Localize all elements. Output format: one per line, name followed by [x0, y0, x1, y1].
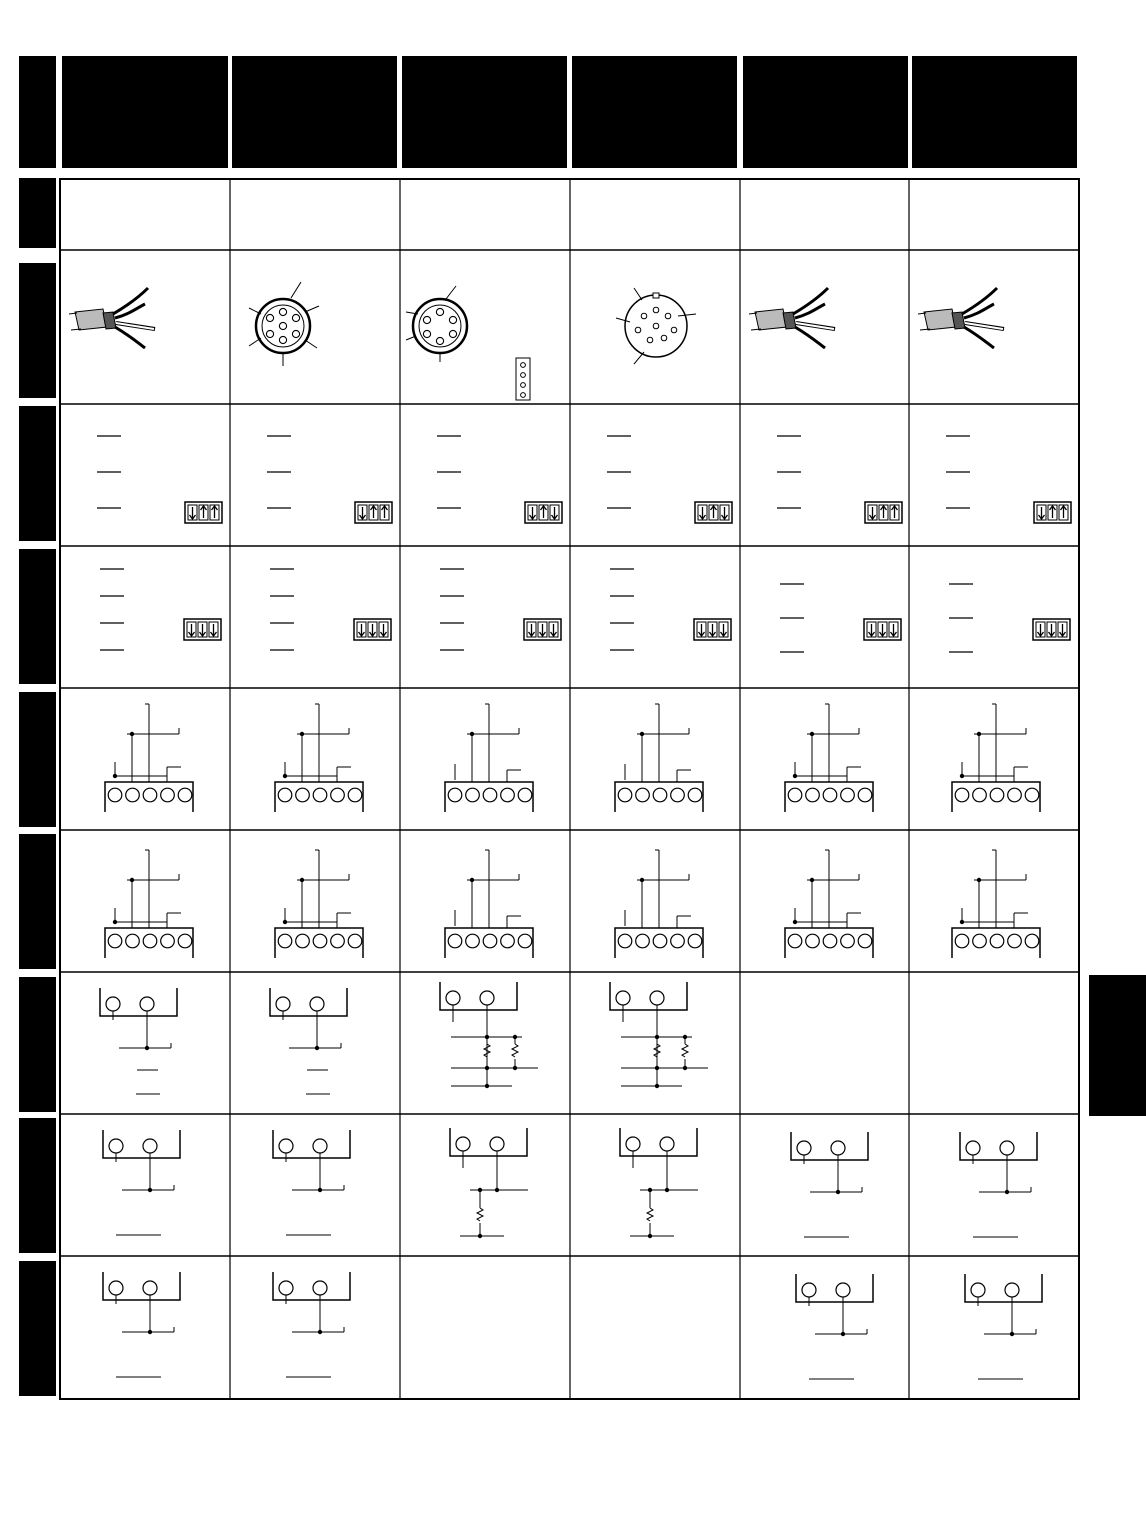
- value-lines: [777, 436, 801, 508]
- dip-switch-icon: [1033, 619, 1070, 640]
- terminal-block-5-pin-icon: [952, 850, 1040, 958]
- column-1-content: [69, 288, 222, 1377]
- terminal-block-5-pin-icon: [105, 704, 193, 812]
- dip-switch-icon: [865, 502, 902, 523]
- resistor-pulldown-icon: [450, 1128, 528, 1238]
- value-lines: [270, 569, 294, 650]
- dip-switch-icon: [354, 619, 391, 640]
- column-3-content: [406, 286, 562, 1238]
- value-lines: [946, 436, 970, 508]
- terminal-block-5-pin-icon: [445, 704, 533, 812]
- terminal-block-5-pin-icon: [445, 850, 533, 958]
- two-pin-output-icon: [796, 1274, 873, 1379]
- terminal-block-5-pin-icon: [275, 704, 363, 812]
- two-pin-output-icon: [103, 1130, 180, 1235]
- value-lines: [97, 436, 121, 508]
- cable-3-wire-icon: [69, 288, 155, 348]
- round-7-pin-connector-icon: [249, 282, 319, 366]
- value-lines: [949, 584, 973, 652]
- dip-switch-icon: [185, 502, 222, 523]
- two-pin-output-icon: [103, 1272, 180, 1377]
- value-lines: [607, 436, 631, 508]
- value-lines: [610, 569, 634, 650]
- terminal-block-5-pin-icon: [615, 704, 703, 812]
- column-6-content: [918, 288, 1071, 1379]
- terminal-block-5-pin-icon: [105, 850, 193, 958]
- round-6-pin-connector-icon: [406, 286, 467, 362]
- table-grid: [60, 179, 1079, 1399]
- two-pin-output-icon: [100, 988, 177, 1094]
- value-lines: [100, 569, 124, 650]
- dip-switch-icon: [1034, 502, 1071, 523]
- terminal-block-5-pin-icon: [615, 850, 703, 958]
- din-8-pin-connector-icon: [616, 288, 696, 364]
- terminal-block-5-pin-icon: [952, 704, 1040, 812]
- terminal-block-5-pin-icon: [785, 704, 873, 812]
- two-pin-output-icon: [270, 988, 347, 1094]
- terminal-strip-icon: [516, 358, 530, 400]
- value-lines: [437, 436, 461, 508]
- dip-switch-icon: [355, 502, 392, 523]
- resistor-network-icon: [610, 982, 708, 1088]
- value-lines: [267, 436, 291, 508]
- cable-3-wire-icon: [918, 288, 1004, 348]
- two-pin-output-icon: [791, 1132, 868, 1237]
- two-pin-output-icon: [965, 1274, 1042, 1379]
- two-pin-output-icon: [960, 1132, 1037, 1237]
- dip-switch-icon: [184, 619, 221, 640]
- column-4-content: [607, 288, 732, 1238]
- two-pin-output-icon: [273, 1130, 350, 1235]
- dip-switch-icon: [525, 502, 562, 523]
- dip-switch-icon: [864, 619, 901, 640]
- dip-switch-icon: [524, 619, 561, 640]
- two-pin-output-icon: [273, 1272, 350, 1377]
- cable-3-wire-icon: [749, 288, 835, 348]
- dip-switch-icon: [694, 619, 731, 640]
- column-5-content: [749, 288, 902, 1379]
- dip-switch-icon: [695, 502, 732, 523]
- terminal-block-5-pin-icon: [785, 850, 873, 958]
- resistor-pulldown-icon: [620, 1128, 698, 1238]
- value-lines: [440, 569, 464, 650]
- value-lines: [780, 584, 804, 652]
- resistor-network-icon: [440, 982, 538, 1088]
- terminal-block-5-pin-icon: [275, 850, 363, 958]
